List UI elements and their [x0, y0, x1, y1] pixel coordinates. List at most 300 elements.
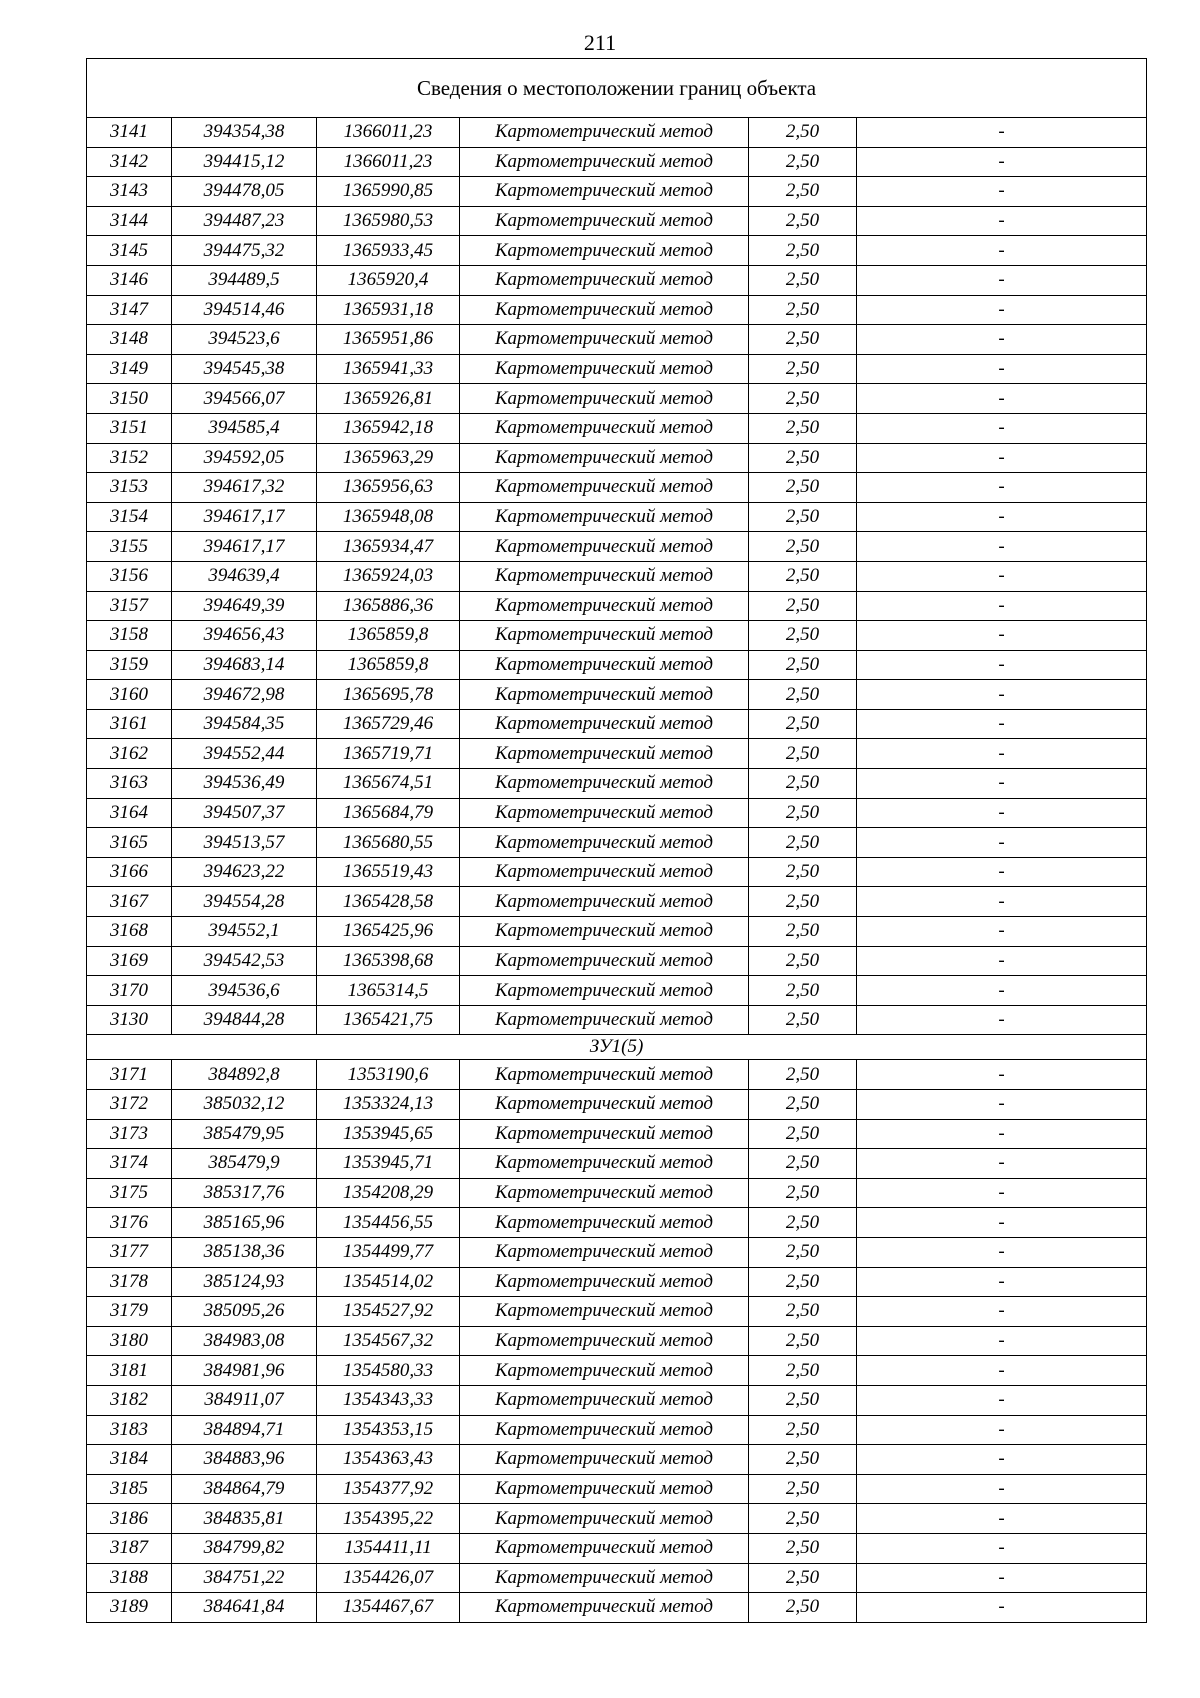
point-number-cell: 3154 [87, 502, 172, 532]
point-number-cell: 3142 [87, 147, 172, 177]
point-number-cell: 3173 [87, 1119, 172, 1149]
y-coordinate-cell: 1365941,33 [317, 354, 460, 384]
description-cell: - [857, 473, 1147, 503]
method-cell: Картометрический метод [460, 857, 749, 887]
point-number-cell: 3159 [87, 650, 172, 680]
table-row [87, 621, 1147, 651]
y-coordinate-cell: 1365963,29 [317, 443, 460, 473]
description-cell: - [857, 206, 1147, 236]
description-cell: - [857, 1090, 1147, 1120]
description-cell: - [857, 621, 1147, 651]
y-coordinate-cell: 1354353,15 [317, 1415, 460, 1445]
point-number-cell: 3184 [87, 1445, 172, 1475]
description-cell: - [857, 976, 1147, 1006]
table-row [87, 1593, 1147, 1623]
accuracy-cell: 2,50 [749, 295, 857, 325]
method-cell: Картометрический метод [460, 354, 749, 384]
method-cell: Картометрический метод [460, 532, 749, 562]
x-coordinate-cell: 385032,12 [172, 1090, 317, 1120]
y-coordinate-cell: 1365956,63 [317, 473, 460, 503]
point-number-cell: 3155 [87, 532, 172, 562]
y-coordinate-cell: 1365920,4 [317, 265, 460, 295]
y-coordinate-cell: 1365931,18 [317, 295, 460, 325]
table-row [87, 1445, 1147, 1475]
y-coordinate-cell: 1365990,85 [317, 177, 460, 207]
y-coordinate-cell: 1365942,18 [317, 413, 460, 443]
table-row [87, 1237, 1147, 1267]
x-coordinate-cell: 394617,17 [172, 532, 317, 562]
point-number-cell: 3183 [87, 1415, 172, 1445]
point-number-cell: 3189 [87, 1593, 172, 1623]
x-coordinate-cell: 385095,26 [172, 1297, 317, 1327]
y-coordinate-cell: 1354567,32 [317, 1326, 460, 1356]
table-row [87, 1356, 1147, 1386]
accuracy-cell: 2,50 [749, 118, 857, 148]
method-cell: Картометрический метод [460, 709, 749, 739]
accuracy-cell: 2,50 [749, 621, 857, 651]
x-coordinate-cell: 385165,96 [172, 1208, 317, 1238]
description-cell: - [857, 384, 1147, 414]
description-cell: - [857, 177, 1147, 207]
y-coordinate-cell: 1354514,02 [317, 1267, 460, 1297]
point-number-cell: 3170 [87, 976, 172, 1006]
accuracy-cell: 2,50 [749, 917, 857, 947]
description-cell: - [857, 1356, 1147, 1386]
y-coordinate-cell: 1354580,33 [317, 1356, 460, 1386]
point-number-cell: 3186 [87, 1504, 172, 1534]
table-row [87, 118, 1147, 148]
accuracy-cell: 2,50 [749, 1593, 857, 1623]
point-number-cell: 3188 [87, 1563, 172, 1593]
x-coordinate-cell: 394683,14 [172, 650, 317, 680]
point-number-cell: 3160 [87, 680, 172, 710]
accuracy-cell: 2,50 [749, 650, 857, 680]
method-cell: Картометрический метод [460, 1297, 749, 1327]
y-coordinate-cell: 1354363,43 [317, 1445, 460, 1475]
x-coordinate-cell: 394617,17 [172, 502, 317, 532]
table-row [87, 1119, 1147, 1149]
accuracy-cell: 2,50 [749, 532, 857, 562]
accuracy-cell: 2,50 [749, 147, 857, 177]
table-row [87, 443, 1147, 473]
x-coordinate-cell: 394584,35 [172, 709, 317, 739]
table-row [87, 473, 1147, 503]
accuracy-cell: 2,50 [749, 1474, 857, 1504]
table-row [87, 354, 1147, 384]
accuracy-cell: 2,50 [749, 1563, 857, 1593]
method-cell: Картометрический метод [460, 236, 749, 266]
method-cell: Картометрический метод [460, 887, 749, 917]
point-number-cell: 3146 [87, 265, 172, 295]
description-cell: - [857, 502, 1147, 532]
description-cell: - [857, 1504, 1147, 1534]
y-coordinate-cell: 1365421,75 [317, 1005, 460, 1035]
point-number-cell: 3175 [87, 1178, 172, 1208]
point-number-cell: 3168 [87, 917, 172, 947]
description-cell: - [857, 354, 1147, 384]
x-coordinate-cell: 394536,6 [172, 976, 317, 1006]
table-row [87, 917, 1147, 947]
point-number-cell: 3177 [87, 1237, 172, 1267]
accuracy-cell: 2,50 [749, 265, 857, 295]
method-cell: Картометрический метод [460, 1119, 749, 1149]
x-coordinate-cell: 394415,12 [172, 147, 317, 177]
table-row [87, 1005, 1147, 1035]
accuracy-cell: 2,50 [749, 976, 857, 1006]
y-coordinate-cell: 1365924,03 [317, 561, 460, 591]
accuracy-cell: 2,50 [749, 206, 857, 236]
method-cell: Картометрический метод [460, 1267, 749, 1297]
accuracy-cell: 2,50 [749, 1005, 857, 1035]
y-coordinate-cell: 1353945,65 [317, 1119, 460, 1149]
point-number-cell: 3157 [87, 591, 172, 621]
accuracy-cell: 2,50 [749, 739, 857, 769]
table-row [87, 1504, 1147, 1534]
table-row [87, 591, 1147, 621]
point-number-cell: 3147 [87, 295, 172, 325]
x-coordinate-cell: 384983,08 [172, 1326, 317, 1356]
x-coordinate-cell: 394545,38 [172, 354, 317, 384]
y-coordinate-cell: 1365428,58 [317, 887, 460, 917]
point-number-cell: 3152 [87, 443, 172, 473]
y-coordinate-cell: 1365719,71 [317, 739, 460, 769]
point-number-cell: 3180 [87, 1326, 172, 1356]
accuracy-cell: 2,50 [749, 1504, 857, 1534]
accuracy-cell: 2,50 [749, 1208, 857, 1238]
y-coordinate-cell: 1365926,81 [317, 384, 460, 414]
method-cell: Картометрический метод [460, 621, 749, 651]
accuracy-cell: 2,50 [749, 709, 857, 739]
accuracy-cell: 2,50 [749, 769, 857, 799]
accuracy-cell: 2,50 [749, 1326, 857, 1356]
x-coordinate-cell: 394487,23 [172, 206, 317, 236]
x-coordinate-cell: 384981,96 [172, 1356, 317, 1386]
description-cell: - [857, 236, 1147, 266]
table-row [87, 1178, 1147, 1208]
accuracy-cell: 2,50 [749, 1445, 857, 1475]
accuracy-cell: 2,50 [749, 680, 857, 710]
x-coordinate-cell: 394542,53 [172, 946, 317, 976]
description-cell: - [857, 1119, 1147, 1149]
point-number-cell: 3169 [87, 946, 172, 976]
table-row [87, 1060, 1147, 1090]
method-cell: Картометрический метод [460, 1208, 749, 1238]
y-coordinate-cell: 1365684,79 [317, 798, 460, 828]
table-row [87, 857, 1147, 887]
description-cell: - [857, 532, 1147, 562]
y-coordinate-cell: 1365680,55 [317, 828, 460, 858]
x-coordinate-cell: 384864,79 [172, 1474, 317, 1504]
point-number-cell: 3148 [87, 325, 172, 355]
description-cell: - [857, 1237, 1147, 1267]
description-cell: - [857, 1415, 1147, 1445]
description-cell: - [857, 561, 1147, 591]
method-cell: Картометрический метод [460, 384, 749, 414]
x-coordinate-cell: 394523,6 [172, 325, 317, 355]
accuracy-cell: 2,50 [749, 1415, 857, 1445]
table-row [87, 265, 1147, 295]
x-coordinate-cell: 394489,5 [172, 265, 317, 295]
method-cell: Картометрический метод [460, 650, 749, 680]
method-cell: Картометрический метод [460, 1385, 749, 1415]
method-cell: Картометрический метод [460, 1178, 749, 1208]
y-coordinate-cell: 1354456,55 [317, 1208, 460, 1238]
x-coordinate-cell: 394475,32 [172, 236, 317, 266]
x-coordinate-cell: 394592,05 [172, 443, 317, 473]
accuracy-cell: 2,50 [749, 1119, 857, 1149]
description-cell: - [857, 1297, 1147, 1327]
method-cell: Картометрический метод [460, 917, 749, 947]
method-cell: Картометрический метод [460, 1504, 749, 1534]
point-number-cell: 3143 [87, 177, 172, 207]
accuracy-cell: 2,50 [749, 561, 857, 591]
method-cell: Картометрический метод [460, 413, 749, 443]
method-cell: Картометрический метод [460, 1005, 749, 1035]
accuracy-cell: 2,50 [749, 354, 857, 384]
table-title-row [87, 59, 1147, 118]
point-number-cell: 3166 [87, 857, 172, 887]
description-cell: - [857, 1208, 1147, 1238]
x-coordinate-cell: 394844,28 [172, 1005, 317, 1035]
point-number-cell: 3162 [87, 739, 172, 769]
accuracy-cell: 2,50 [749, 1178, 857, 1208]
method-cell: Картометрический метод [460, 265, 749, 295]
method-cell: Картометрический метод [460, 1149, 749, 1179]
accuracy-cell: 2,50 [749, 1237, 857, 1267]
description-cell: - [857, 147, 1147, 177]
point-number-cell: 3141 [87, 118, 172, 148]
description-cell: - [857, 650, 1147, 680]
accuracy-cell: 2,50 [749, 1385, 857, 1415]
point-number-cell: 3185 [87, 1474, 172, 1504]
description-cell: - [857, 591, 1147, 621]
y-coordinate-cell: 1365948,08 [317, 502, 460, 532]
y-coordinate-cell: 1365398,68 [317, 946, 460, 976]
point-number-cell: 3187 [87, 1533, 172, 1563]
y-coordinate-cell: 1353324,13 [317, 1090, 460, 1120]
table-row [87, 147, 1147, 177]
point-number-cell: 3130 [87, 1005, 172, 1035]
x-coordinate-cell: 394513,57 [172, 828, 317, 858]
x-coordinate-cell: 394656,43 [172, 621, 317, 651]
accuracy-cell: 2,50 [749, 1060, 857, 1090]
table-row [87, 650, 1147, 680]
method-cell: Картометрический метод [460, 798, 749, 828]
point-number-cell: 3156 [87, 561, 172, 591]
description-cell: - [857, 1326, 1147, 1356]
table-row [87, 1474, 1147, 1504]
description-cell: - [857, 1563, 1147, 1593]
description-cell: - [857, 769, 1147, 799]
x-coordinate-cell: 384751,22 [172, 1563, 317, 1593]
y-coordinate-cell: 1366011,23 [317, 147, 460, 177]
y-coordinate-cell: 1353945,71 [317, 1149, 460, 1179]
y-coordinate-cell: 1366011,23 [317, 118, 460, 148]
method-cell: Картометрический метод [460, 1415, 749, 1445]
x-coordinate-cell: 385138,36 [172, 1237, 317, 1267]
y-coordinate-cell: 1365674,51 [317, 769, 460, 799]
y-coordinate-cell: 1365519,43 [317, 857, 460, 887]
x-coordinate-cell: 394639,4 [172, 561, 317, 591]
method-cell: Картометрический метод [460, 591, 749, 621]
description-cell: - [857, 1005, 1147, 1035]
table-row [87, 976, 1147, 1006]
point-number-cell: 3145 [87, 236, 172, 266]
accuracy-cell: 2,50 [749, 177, 857, 207]
accuracy-cell: 2,50 [749, 887, 857, 917]
accuracy-cell: 2,50 [749, 236, 857, 266]
point-number-cell: 3182 [87, 1385, 172, 1415]
table-row [87, 1415, 1147, 1445]
x-coordinate-cell: 394536,49 [172, 769, 317, 799]
y-coordinate-cell: 1354208,29 [317, 1178, 460, 1208]
method-cell: Картометрический метод [460, 177, 749, 207]
point-number-cell: 3151 [87, 413, 172, 443]
description-cell: - [857, 1533, 1147, 1563]
x-coordinate-cell: 394552,1 [172, 917, 317, 947]
description-cell: - [857, 1385, 1147, 1415]
boundary-coordinates-table [86, 58, 1147, 1623]
description-cell: - [857, 265, 1147, 295]
x-coordinate-cell: 394585,4 [172, 413, 317, 443]
description-cell: - [857, 798, 1147, 828]
x-coordinate-cell: 394514,46 [172, 295, 317, 325]
accuracy-cell: 2,50 [749, 1267, 857, 1297]
description-cell: - [857, 680, 1147, 710]
description-cell: - [857, 1267, 1147, 1297]
x-coordinate-cell: 384883,96 [172, 1445, 317, 1475]
method-cell: Картометрический метод [460, 325, 749, 355]
description-cell: - [857, 118, 1147, 148]
table-row [87, 1563, 1147, 1593]
method-cell: Картометрический метод [460, 502, 749, 532]
table-row [87, 739, 1147, 769]
point-number-cell: 3158 [87, 621, 172, 651]
x-coordinate-cell: 394478,05 [172, 177, 317, 207]
point-number-cell: 3176 [87, 1208, 172, 1238]
description-cell: - [857, 1445, 1147, 1475]
x-coordinate-cell: 385479,95 [172, 1119, 317, 1149]
point-number-cell: 3174 [87, 1149, 172, 1179]
table-row [87, 413, 1147, 443]
accuracy-cell: 2,50 [749, 384, 857, 414]
y-coordinate-cell: 1365859,8 [317, 650, 460, 680]
description-cell: - [857, 857, 1147, 887]
description-cell: - [857, 1060, 1147, 1090]
table-row [87, 828, 1147, 858]
x-coordinate-cell: 384892,8 [172, 1060, 317, 1090]
y-coordinate-cell: 1365859,8 [317, 621, 460, 651]
accuracy-cell: 2,50 [749, 1356, 857, 1386]
table-row [87, 769, 1147, 799]
point-number-cell: 3144 [87, 206, 172, 236]
method-cell: Картометрический метод [460, 206, 749, 236]
y-coordinate-cell: 1365425,96 [317, 917, 460, 947]
method-cell: Картометрический метод [460, 1090, 749, 1120]
y-coordinate-cell: 1365695,78 [317, 680, 460, 710]
table-row [87, 1208, 1147, 1238]
method-cell: Картометрический метод [460, 1563, 749, 1593]
point-number-cell: 3164 [87, 798, 172, 828]
accuracy-cell: 2,50 [749, 946, 857, 976]
table-row [87, 1385, 1147, 1415]
method-cell: Картометрический метод [460, 1445, 749, 1475]
description-cell: - [857, 828, 1147, 858]
point-number-cell: 3181 [87, 1356, 172, 1386]
x-coordinate-cell: 394617,32 [172, 473, 317, 503]
table-row [87, 1533, 1147, 1563]
table-row [87, 798, 1147, 828]
point-number-cell: 3171 [87, 1060, 172, 1090]
accuracy-cell: 2,50 [749, 413, 857, 443]
y-coordinate-cell: 1365980,53 [317, 206, 460, 236]
description-cell: - [857, 917, 1147, 947]
x-coordinate-cell: 394507,37 [172, 798, 317, 828]
y-coordinate-cell: 1353190,6 [317, 1060, 460, 1090]
accuracy-cell: 2,50 [749, 857, 857, 887]
description-cell: - [857, 946, 1147, 976]
method-cell: Картометрический метод [460, 1593, 749, 1623]
x-coordinate-cell: 394623,22 [172, 857, 317, 887]
method-cell: Картометрический метод [460, 946, 749, 976]
description-cell: - [857, 413, 1147, 443]
y-coordinate-cell: 1354426,07 [317, 1563, 460, 1593]
method-cell: Картометрический метод [460, 1060, 749, 1090]
accuracy-cell: 2,50 [749, 828, 857, 858]
point-number-cell: 3161 [87, 709, 172, 739]
description-cell: - [857, 295, 1147, 325]
method-cell: Картометрический метод [460, 769, 749, 799]
accuracy-cell: 2,50 [749, 1090, 857, 1120]
table-row [87, 236, 1147, 266]
table-row [87, 887, 1147, 917]
table-row [87, 561, 1147, 591]
accuracy-cell: 2,50 [749, 502, 857, 532]
point-number-cell: 3165 [87, 828, 172, 858]
accuracy-cell: 2,50 [749, 473, 857, 503]
y-coordinate-cell: 1354377,92 [317, 1474, 460, 1504]
table-row [87, 680, 1147, 710]
point-number-cell: 3167 [87, 887, 172, 917]
y-coordinate-cell: 1354527,92 [317, 1297, 460, 1327]
description-cell: - [857, 443, 1147, 473]
table-title: Сведения о местоположении границ объекта [87, 59, 1147, 118]
x-coordinate-cell: 394649,39 [172, 591, 317, 621]
x-coordinate-cell: 394566,07 [172, 384, 317, 414]
method-cell: Картометрический метод [460, 739, 749, 769]
point-number-cell: 3150 [87, 384, 172, 414]
y-coordinate-cell: 1354411,11 [317, 1533, 460, 1563]
y-coordinate-cell: 1354395,22 [317, 1504, 460, 1534]
x-coordinate-cell: 385317,76 [172, 1178, 317, 1208]
table-row [87, 709, 1147, 739]
accuracy-cell: 2,50 [749, 1297, 857, 1327]
y-coordinate-cell: 1354499,77 [317, 1237, 460, 1267]
x-coordinate-cell: 394552,44 [172, 739, 317, 769]
method-cell: Картометрический метод [460, 828, 749, 858]
accuracy-cell: 2,50 [749, 1149, 857, 1179]
table-row [87, 1267, 1147, 1297]
description-cell: - [857, 709, 1147, 739]
y-coordinate-cell: 1365729,46 [317, 709, 460, 739]
method-cell: Картометрический метод [460, 295, 749, 325]
x-coordinate-cell: 394354,38 [172, 118, 317, 148]
method-cell: Картометрический метод [460, 680, 749, 710]
accuracy-cell: 2,50 [749, 443, 857, 473]
accuracy-cell: 2,50 [749, 325, 857, 355]
table-row [87, 295, 1147, 325]
page-number: 211 [583, 30, 617, 55]
